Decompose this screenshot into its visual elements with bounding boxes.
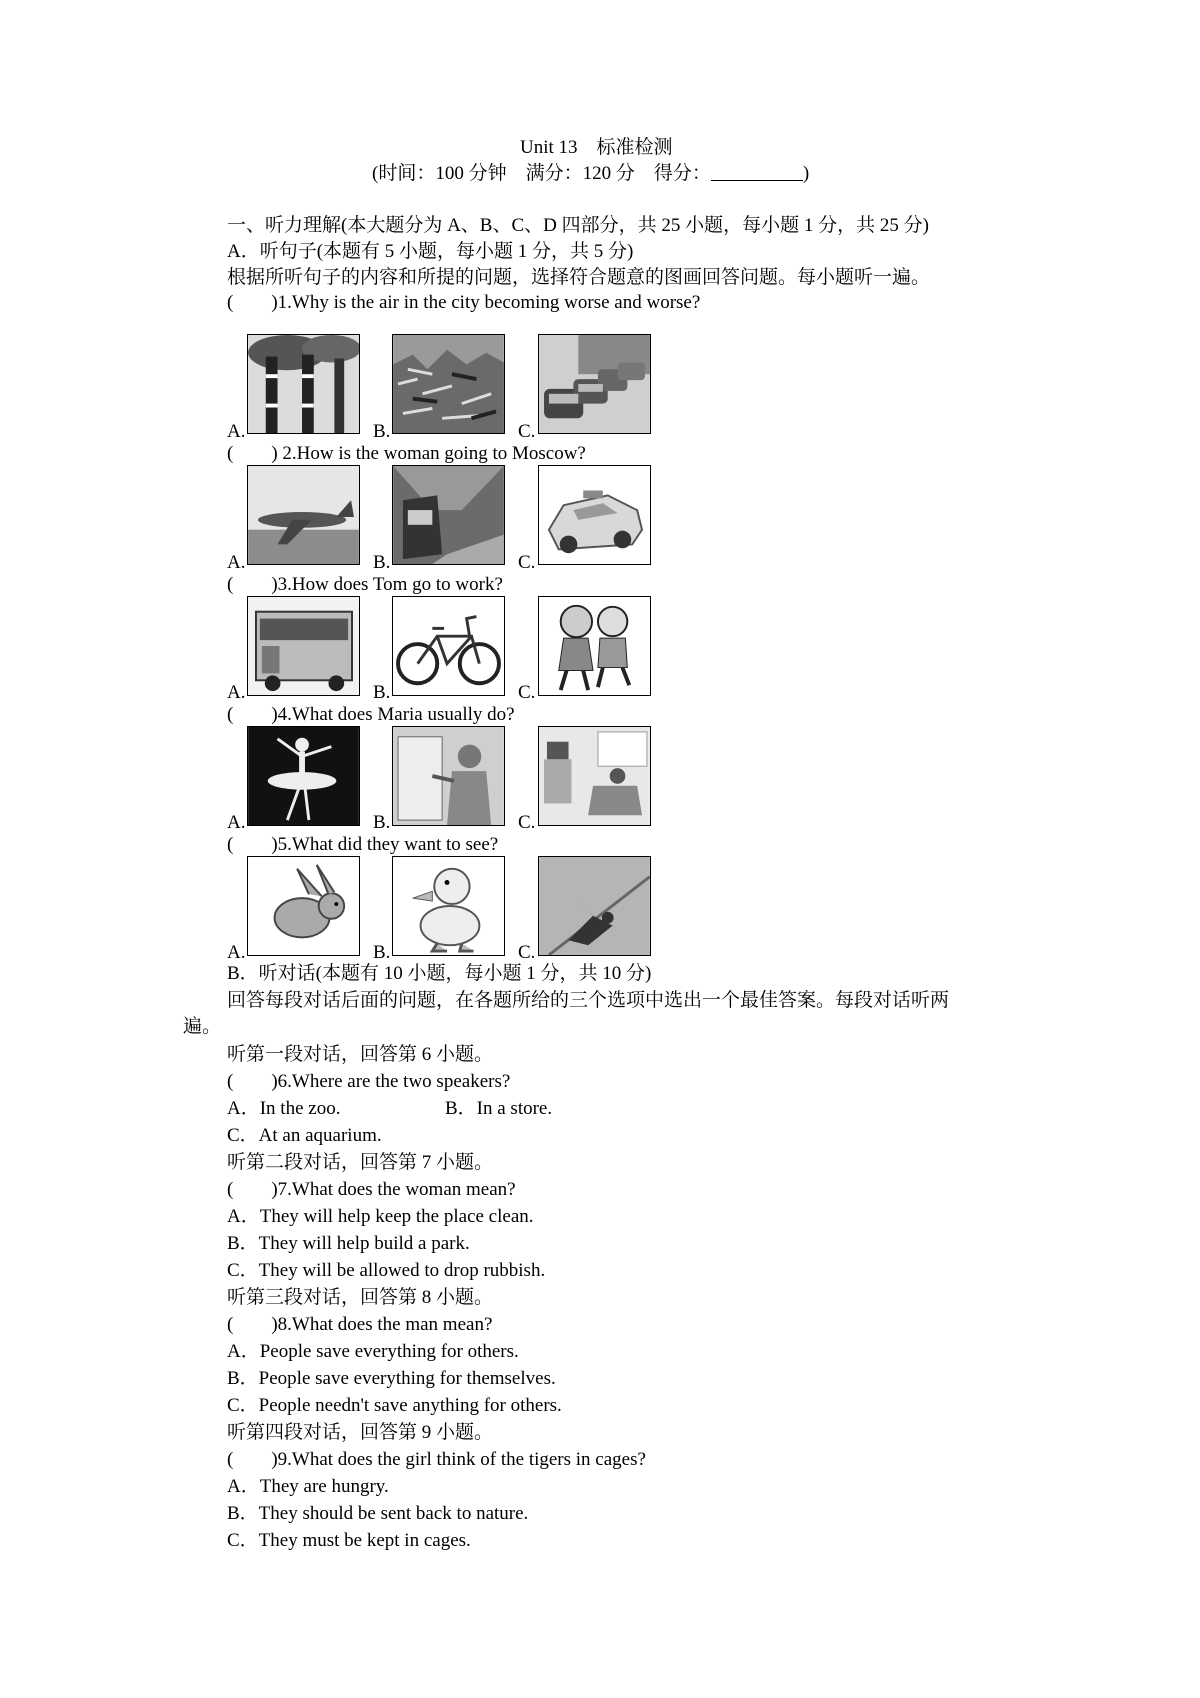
section-heading-text: 一、听力理解(本大题分为 A、B、C、D 四部分，共 25 小题，每小题 1 分，共 25 分): [227, 215, 929, 236]
part-b-instruction: 回答每段对话后面的问题，在各题所给的三个选项中选出一个最佳答案。每段对话听两: [227, 990, 950, 1011]
option-label-b: B.: [373, 942, 391, 963]
part-b-heading: B．听对话(本题有 10 小题，每小题 1 分，共 10 分): [227, 963, 652, 984]
option-label-b: B.: [373, 421, 391, 442]
question-2: ( ) 2.How is the woman going to Moscow?: [227, 443, 586, 464]
question-4: ( )4.What does Maria usually do?: [227, 704, 515, 725]
option-b: B．They should be sent back to nature.: [227, 1503, 529, 1524]
picture-woman-painting: [392, 726, 505, 826]
option-b: B．They will help build a park.: [227, 1233, 470, 1254]
picture-taxi: [538, 465, 651, 565]
picture-woman-watching-tv: [538, 726, 651, 826]
section-heading: [227, 214, 929, 238]
option-label-a: A.: [227, 682, 246, 703]
part-b-instruction-wrap: 遍。: [183, 1016, 222, 1037]
part-a-heading: A．听句子(本题有 5 小题，每小题 1 分，共 5 分): [227, 241, 634, 262]
question-6: ( )6.Where are the two speakers?: [227, 1071, 511, 1092]
option-label-c: C.: [518, 552, 536, 573]
page-title: Unit 13 标准检测: [520, 137, 673, 158]
picture-walking-children: [538, 596, 651, 696]
picture-ballet-dancer: [247, 726, 360, 826]
question-1: ( )1.Why is the air in the city becoming worse and worse?: [227, 292, 701, 313]
picture-traffic-jam: [538, 334, 651, 434]
option-a: A．They will help keep the place clean.: [227, 1206, 534, 1227]
score-blank: [711, 162, 803, 181]
question-8: ( )8.What does the man mean?: [227, 1314, 493, 1335]
picture-rabbit: [247, 856, 360, 956]
part-a-instruction: 根据所听句子的内容和所提的问题，选择符合题意的图画回答问题。每小题听一遍。: [227, 267, 931, 288]
question-9: ( )9.What does the girl think of the tigers in cages?: [227, 1449, 646, 1470]
option-a: A．People save everything for others.: [227, 1341, 519, 1362]
question-5: ( )5.What did they want to see?: [227, 834, 499, 855]
picture-bird: [538, 856, 651, 956]
picture-train: [392, 465, 505, 565]
picture-bicycle: [392, 596, 505, 696]
option-a: A．They are hungry.: [227, 1476, 389, 1497]
time-info-suffix: ): [802, 163, 810, 184]
option-c: C．They must be kept in cages.: [227, 1530, 471, 1551]
option-label-c: C.: [518, 421, 536, 442]
picture-factory-chimneys: [247, 334, 360, 434]
picture-duck: [392, 856, 505, 956]
question-3: ( )3.How does Tom go to work?: [227, 574, 503, 595]
dialog-intro: 听第三段对话，回答第 8 小题。: [227, 1287, 494, 1308]
dialog-intro: 听第四段对话，回答第 9 小题。: [227, 1422, 494, 1443]
option-label-b: B.: [373, 682, 391, 703]
dialog-intro: 听第二段对话，回答第 7 小题。: [227, 1152, 494, 1173]
time-info: [372, 162, 809, 186]
dialog-intro: 听第一段对话，回答第 6 小题。: [227, 1044, 494, 1065]
picture-airplane: [247, 465, 360, 565]
picture-rubbish-pile: [392, 334, 505, 434]
option-label-a: A.: [227, 552, 246, 573]
option-b: B．In a store.: [445, 1098, 553, 1119]
option-label-c: C.: [518, 942, 536, 963]
option-label-c: C.: [518, 812, 536, 833]
option-c: C．People needn't save anything for others.: [227, 1395, 562, 1416]
option-label-a: A.: [227, 812, 246, 833]
option-c: C．They will be allowed to drop rubbish.: [227, 1260, 546, 1281]
picture-bus: [247, 596, 360, 696]
option-label-a: A.: [227, 942, 246, 963]
option-a: A．In the zoo.: [227, 1098, 341, 1119]
option-label-b: B.: [373, 552, 391, 573]
question-7: ( )7.What does the woman mean?: [227, 1179, 516, 1200]
option-label-a: A.: [227, 421, 246, 442]
option-b: B．People save everything for themselves.: [227, 1368, 556, 1389]
option-label-c: C.: [518, 682, 536, 703]
option-c: C．At an aquarium.: [227, 1125, 382, 1146]
option-label-b: B.: [373, 812, 391, 833]
time-info-prefix: (时间：100 分钟 满分：120 分 得分：: [372, 163, 711, 184]
